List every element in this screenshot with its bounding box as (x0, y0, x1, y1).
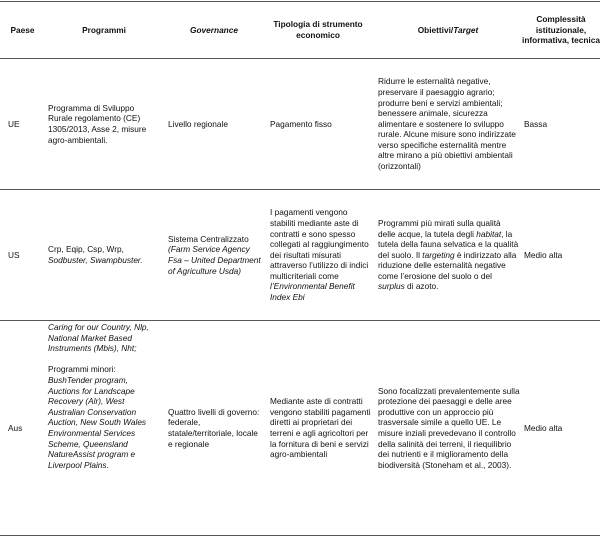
row-us-paese: US (8, 249, 20, 260)
row-us-obiettivi: Programmi più mirati sulla qualità delle acque, la tutela degli habitat, la tutela della fauna selvatica e la qualità del suolo. Il targeting è indirizzato alla riduzione delle esternalità negative come l’erosione del suolo o del surplus di azoto. (378, 217, 519, 292)
header-programmi: Programmi (82, 24, 126, 35)
row-ue-governance: Livello regionale (168, 118, 228, 129)
row-us-governance: Sistema Centralizzato (Farm Service Agency Fsa – United Department of Agriculture Usda) (168, 233, 261, 276)
row-aus-paese: Aus (8, 422, 23, 433)
row-ue-tipologia: Pagamento fisso (270, 118, 332, 129)
row-aus-complessita: Medio alta (524, 422, 563, 433)
row-ue-complessita: Bassa (524, 118, 548, 129)
header-tipologia: Tipologia di strumento economico (273, 19, 363, 40)
row-us-programmi: Crp, Eqip, Csp, Wrp, Sodbuster, Swampbuster. (48, 244, 143, 265)
row-aus-programmi-minori-label: Programmi minori: (48, 364, 116, 375)
header-obiettivi: Obiettivi/Target (417, 24, 479, 35)
row-ue-obiettivi: Ridurre le esternalità negative, preservare il paesaggio agrario; produrre beni e servizi ambientali; benessere animale, sicurezza alimentare e sostenere lo sviluppo rurale. Alcune misure sono indirizzate verso specifiche esternalità mentre altre mirano a più obiettivi ambientali (orizzontali) (378, 76, 516, 172)
table-bottom-rule (0, 535, 600, 536)
row-aus-programmi (48, 322, 158, 470)
row-aus-programmi-minori: BushTender program, Auctions for Landscape Recovery (Alr), West Australian Conservation Auction, New South Wales Environmental Services Scheme, Queensland NatureAssist program e Liverpool Plains. (48, 374, 147, 470)
header-complessita: Complessità istituzionale, informativa, tecnica (522, 14, 600, 46)
header-paese: Paese (10, 24, 35, 35)
row-aus-governance: Quattro livelli di governo: federale, statale/territoriale, locale e regionale (168, 406, 260, 449)
row-aus-programmi-main: Caring for our Country, Nlp, National Market Based Instruments (Mbis), Nht; (48, 322, 149, 354)
row-us-complessita: Medio alta (524, 249, 563, 260)
row-aus-tipologia: Mediante aste di contratti vengono stabiliti pagamenti diretti ai proprietari dei terreni e agli agricoltori per la fornitura di beni e servizi agro-ambientali (270, 396, 371, 460)
row-aus-obiettivi: Sono focalizzati prevalentemente sulla protezione dei paesaggi e delle aree produttive con un approccio più trasversale simile a quello UE. Le misure inziali prevedevano il controllo della salinità dei terreni, il riequilibrio dei nutrienti e il miglioramento della biodiversità (Stoneham et al., 2003). (378, 385, 520, 470)
row-ue-paese: UE (8, 118, 20, 129)
row-ue-programmi: Programma di Sviluppo Rurale regolamento (CE) 1305/2013, Asse 2, misure agro-ambientali. (48, 102, 147, 145)
header-governance: Governance (190, 24, 238, 35)
row-us-tipologia: I pagamenti vengono stabiliti mediante aste di contratti e sono spesso collegati al raggiungimento dei risultati misurati attraverso l’utilizzo di indici multicriteriali come l’Environmental Benefit Index Ebi (270, 207, 369, 303)
